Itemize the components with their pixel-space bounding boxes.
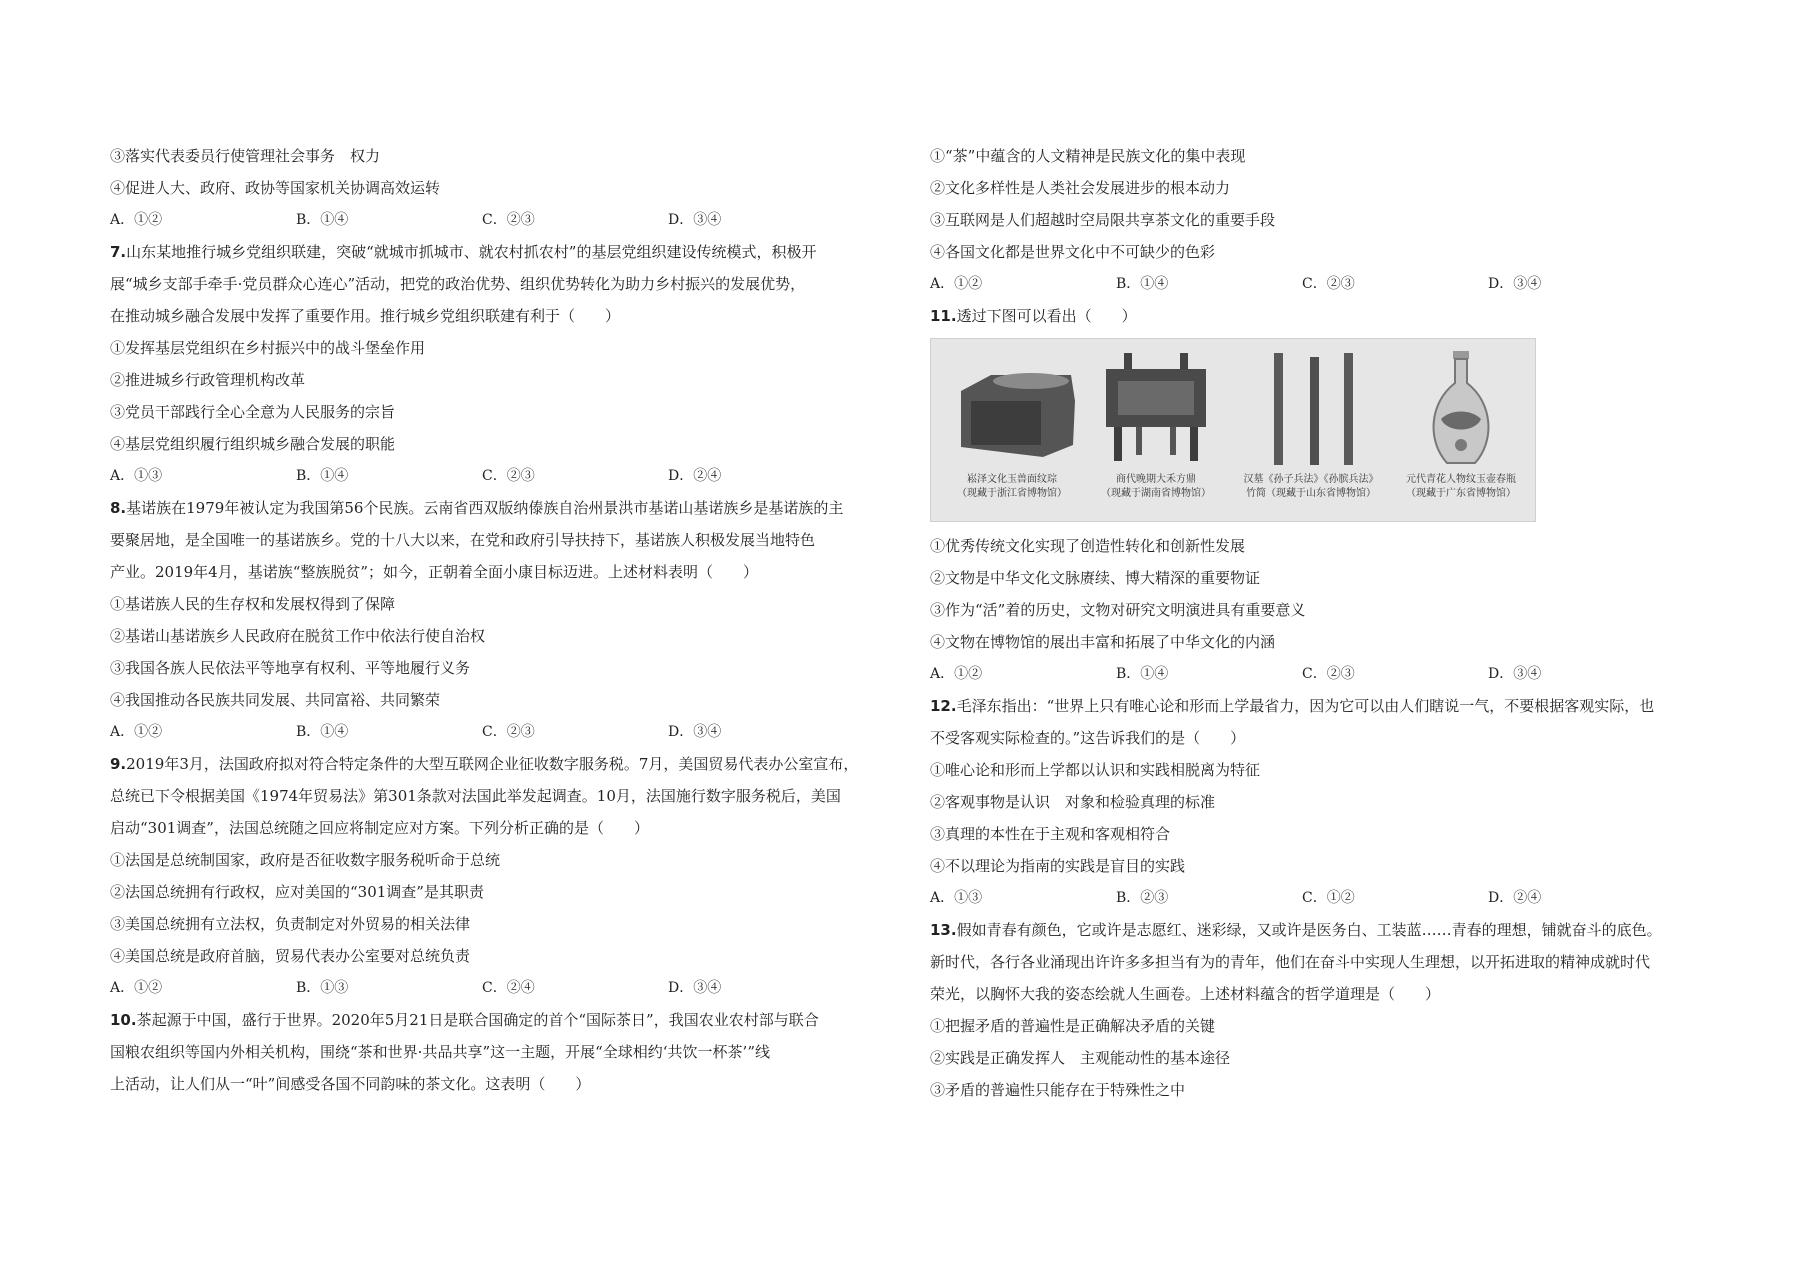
question-number: 10.: [110, 1011, 137, 1029]
caption-line: 汉墓《孙子兵法》《孙膑兵法》: [1243, 474, 1379, 485]
statement-4: ④基层党组织履行组织城乡融合发展的职能: [110, 435, 396, 453]
question-number: 9.: [110, 755, 127, 773]
stem-line: 荣光，以胸怀大我的姿态绘就人生画卷。上述材料蕴含的哲学道理是（ ）: [930, 985, 1441, 1003]
statement-3: ③美国总统拥有立法权，负责制定对外贸易的相关法律: [110, 915, 471, 933]
answer-options: [110, 716, 900, 748]
stem-line: 上活动，让人们从一“叶”间感受各国不同韵味的茶文化。这表明（ ）: [110, 1075, 591, 1093]
option-c: C．②③: [482, 724, 535, 740]
artifacts-figure: [930, 338, 1536, 522]
question-stem: [930, 300, 1720, 332]
answer-options: [110, 972, 900, 1004]
option-b: B．①④: [1116, 666, 1169, 682]
statement-4: ④不以理论为指南的实践是盲目的实践: [930, 857, 1186, 875]
option-b: B．②③: [1116, 890, 1169, 906]
caption-jade-cong: [937, 473, 1087, 501]
statement-2: ②文物是中华文化文脉赓续、博大精深的重要物证: [930, 569, 1261, 587]
statement-3: ③互联网是人们超越时空局限共享茶文化的重要手段: [930, 211, 1276, 229]
question-number: 13.: [930, 921, 957, 939]
stem-line: 毛泽东指出：“世界上只有唯心论和形而上学最省力，因为它可以由人们瞎说一气，不要根据客观实际，也: [956, 697, 1655, 715]
statement-4: ④美国总统是政府首脑，贸易代表办公室要对总统负责: [110, 947, 471, 965]
pre-item-4: ④促进人大、政府、政协等国家机关协调高效运转: [110, 179, 441, 197]
statement-1: ①法国是总统制国家，政府是否征收数字服务税听命于总统: [110, 851, 501, 869]
stem-line: 启动“301调查”，法国总统随之回应将制定应对方案。下列分析正确的是（ ）: [110, 819, 649, 837]
statement-2: ②推进城乡行政管理机构改革: [110, 371, 306, 389]
caption-line: 竹简（现藏于山东省博物馆）: [1246, 488, 1376, 499]
statement-1: ①优秀传统文化实现了创造性转化和创新性发展: [930, 537, 1246, 555]
option-d: D．②④: [1488, 890, 1542, 906]
option-d: D．②④: [668, 468, 722, 484]
question-8: [110, 492, 900, 748]
option-b: B．①④: [1116, 276, 1169, 292]
statement-2: ②实践是正确发挥人 主观能动性的基本途径: [930, 1049, 1231, 1067]
statement-2: ②客观事物是认识 对象和检验真理的标准: [930, 793, 1216, 811]
statement-3: ③作为“活”着的历史，文物对研究文明演进具有重要意义: [930, 601, 1306, 619]
statement-1: ①把握矛盾的普遍性是正确解决矛盾的关键: [930, 1017, 1216, 1035]
statement-2: ②文化多样性是人类社会发展进步的根本动力: [930, 179, 1231, 197]
option-d: D．③④: [668, 212, 722, 228]
stem-line: 2019年3月，法国政府拟对符合特定条件的大型互联网企业征收数字服务税。7月，美国贸易代表办公室宣布，: [126, 755, 859, 773]
question-7: [110, 236, 900, 492]
caption-bamboo-slips: [1236, 473, 1386, 501]
option-c: C．①②: [1302, 890, 1355, 906]
statement-1: ①发挥基层党组织在乡村振兴中的战斗堡垒作用: [110, 339, 426, 357]
question-stem: [110, 1004, 900, 1036]
question-12: [930, 690, 1720, 914]
caption-line: （现藏于广东省博物馆）: [1406, 488, 1516, 499]
pre-item-3: ③落实代表委员行使管理社会事务 权力: [110, 147, 381, 165]
answer-options: [930, 882, 1720, 914]
stem-line: 产业。2019年4月，基诺族“整族脱贫”；如今，正朝着全面小康目标迈进。上述材料表明（ ）: [110, 563, 759, 581]
option-a: A．①②: [930, 276, 983, 292]
question-stem: [110, 236, 900, 268]
option-b: B．①③: [296, 980, 349, 996]
option-a: A．①③: [930, 890, 983, 906]
jade-cong-image: [951, 361, 1081, 461]
statement-4: ④各国文化都是世界文化中不可缺少的色彩: [930, 243, 1216, 261]
option-a: A．①②: [110, 980, 163, 996]
bronze-ding-image: [1096, 353, 1216, 465]
answer-options: [110, 460, 900, 492]
stem-line: 山东某地推行城乡党组织联建，突破“就城市抓城市、就农村抓农村”的基层党组织建设传统模式，积极开: [126, 243, 817, 261]
option-c: C．②④: [482, 980, 535, 996]
statement-3: ③矛盾的普遍性只能存在于特殊性之中: [930, 1081, 1186, 1099]
bamboo-slips-image: [1266, 351, 1366, 467]
question-number: 7.: [110, 243, 127, 261]
caption-bronze-ding: [1081, 473, 1231, 501]
statement-3: ③真理的本性在于主观和客观相符合: [930, 825, 1171, 843]
option-d: D．③④: [668, 724, 722, 740]
option-a: A．①②: [110, 724, 163, 740]
stem-line: 展“城乡支部手牵手·党员群众心连心”活动，把党的政治优势、组织优势转化为助力乡村振兴的发展优势，: [110, 275, 806, 293]
option-a: A．①③: [110, 468, 163, 484]
stem-line: 要聚居地，是全国唯一的基诺族乡。党的十八大以来，在党和政府引导扶持下，基诺族人积极发展当地特色: [110, 531, 816, 549]
stem-line: 假如青春有颜色，它或许是志愿红、迷彩绿，又或许是医务白、工装蓝……青春的理想，铺就奋斗的底色。: [956, 921, 1662, 939]
question-11: [930, 300, 1720, 690]
statement-3: ③我国各族人民依法平等地享有权利、平等地履行义务: [110, 659, 471, 677]
statement-3: ③党员干部践行全心全意为人民服务的宗旨: [110, 403, 396, 421]
stem-line: 在推动城乡融合发展中发挥了重要作用。推行城乡党组织联建有利于（ ）: [110, 307, 621, 325]
caption-line: 元代青花人物纹玉壶春瓶: [1406, 474, 1516, 485]
stem-line: 总统已下令根据美国《1974年贸易法》第301条款对法国此举发起调查。10月，法国施行数字服务税后，美国: [110, 787, 841, 805]
question-9: [110, 748, 900, 1004]
statement-4: ④文物在博物馆的展出丰富和拓展了中华文化的内涵: [930, 633, 1276, 651]
option-b: B．①④: [296, 468, 349, 484]
stem-line: 国粮农组织等国内外相关机构，围绕“茶和世界·共品共享”这一主题，开展“全球相约‘共饮一杯茶’”线: [110, 1043, 770, 1061]
question-number: 11.: [930, 307, 957, 325]
option-a: A．①②: [110, 212, 163, 228]
statement-2: ②基诺山基诺族乡人民政府在脱贫工作中依法行使自治权: [110, 627, 486, 645]
statement-1: ①基诺族人民的生存权和发展权得到了保障: [110, 595, 396, 613]
question-10: [110, 1004, 900, 1100]
option-b: B．①④: [296, 724, 349, 740]
stem-line: 透过下图可以看出（ ）: [956, 307, 1137, 325]
caption-line: 商代晚期大禾方鼎: [1116, 474, 1196, 485]
option-c: C．②③: [1302, 666, 1355, 682]
question-stem: [110, 492, 900, 524]
statement-1: ①“茶”中蕴含的人文精神是民族文化的集中表现: [930, 147, 1246, 165]
statement-1: ①唯心论和形而上学都以认识和实践相脱离为特征: [930, 761, 1261, 779]
answer-options: [930, 268, 1720, 300]
stem-line: 茶起源于中国，盛行于世界。2020年5月21日是联合国确定的首个“国际茶日”，我国农业农村部与联合: [136, 1011, 819, 1029]
question-13: [930, 914, 1720, 1106]
option-d: D．③④: [1488, 276, 1542, 292]
option-d: D．③④: [1488, 666, 1542, 682]
question-stem: [930, 914, 1720, 946]
option-b: B．①④: [296, 212, 349, 228]
caption-porcelain-vase: [1386, 473, 1536, 501]
stem-line: 不受客观实际检查的。”这告诉我们的是（ ）: [930, 729, 1246, 747]
right-column: [930, 140, 1720, 1106]
question-number: 12.: [930, 697, 957, 715]
stem-line: 基诺族在1979年被认定为我国第56个民族。云南省西双版纳傣族自治州景洪市基诺山基诺族乡是基诺族的主: [126, 499, 844, 517]
left-column: [110, 140, 900, 1100]
option-a: A．①②: [930, 666, 983, 682]
statement-4: ④我国推动各民族共同发展、共同富裕、共同繁荣: [110, 691, 441, 709]
question-stem: [930, 690, 1720, 722]
statement-2: ②法国总统拥有行政权，应对美国的“301调查”是其职责: [110, 883, 484, 901]
answer-options: [930, 658, 1720, 690]
porcelain-vase-image: [1421, 349, 1501, 469]
stem-line: 新时代，各行各业涌现出许许多多担当有为的青年，他们在奋斗中实现人生理想，以开拓进取的精神成就时代: [930, 953, 1651, 971]
option-c: C．②③: [482, 212, 535, 228]
caption-line: 崧泽文化玉兽面纹琮: [967, 474, 1057, 485]
option-c: C．②③: [1302, 276, 1355, 292]
caption-line: （现藏于浙江省博物馆）: [957, 488, 1067, 499]
caption-line: （现藏于湖南省博物馆）: [1101, 488, 1211, 499]
question-number: 8.: [110, 499, 127, 517]
option-d: D．③④: [668, 980, 722, 996]
option-c: C．②③: [482, 468, 535, 484]
pre-options: [110, 204, 900, 236]
question-stem: [110, 748, 900, 780]
